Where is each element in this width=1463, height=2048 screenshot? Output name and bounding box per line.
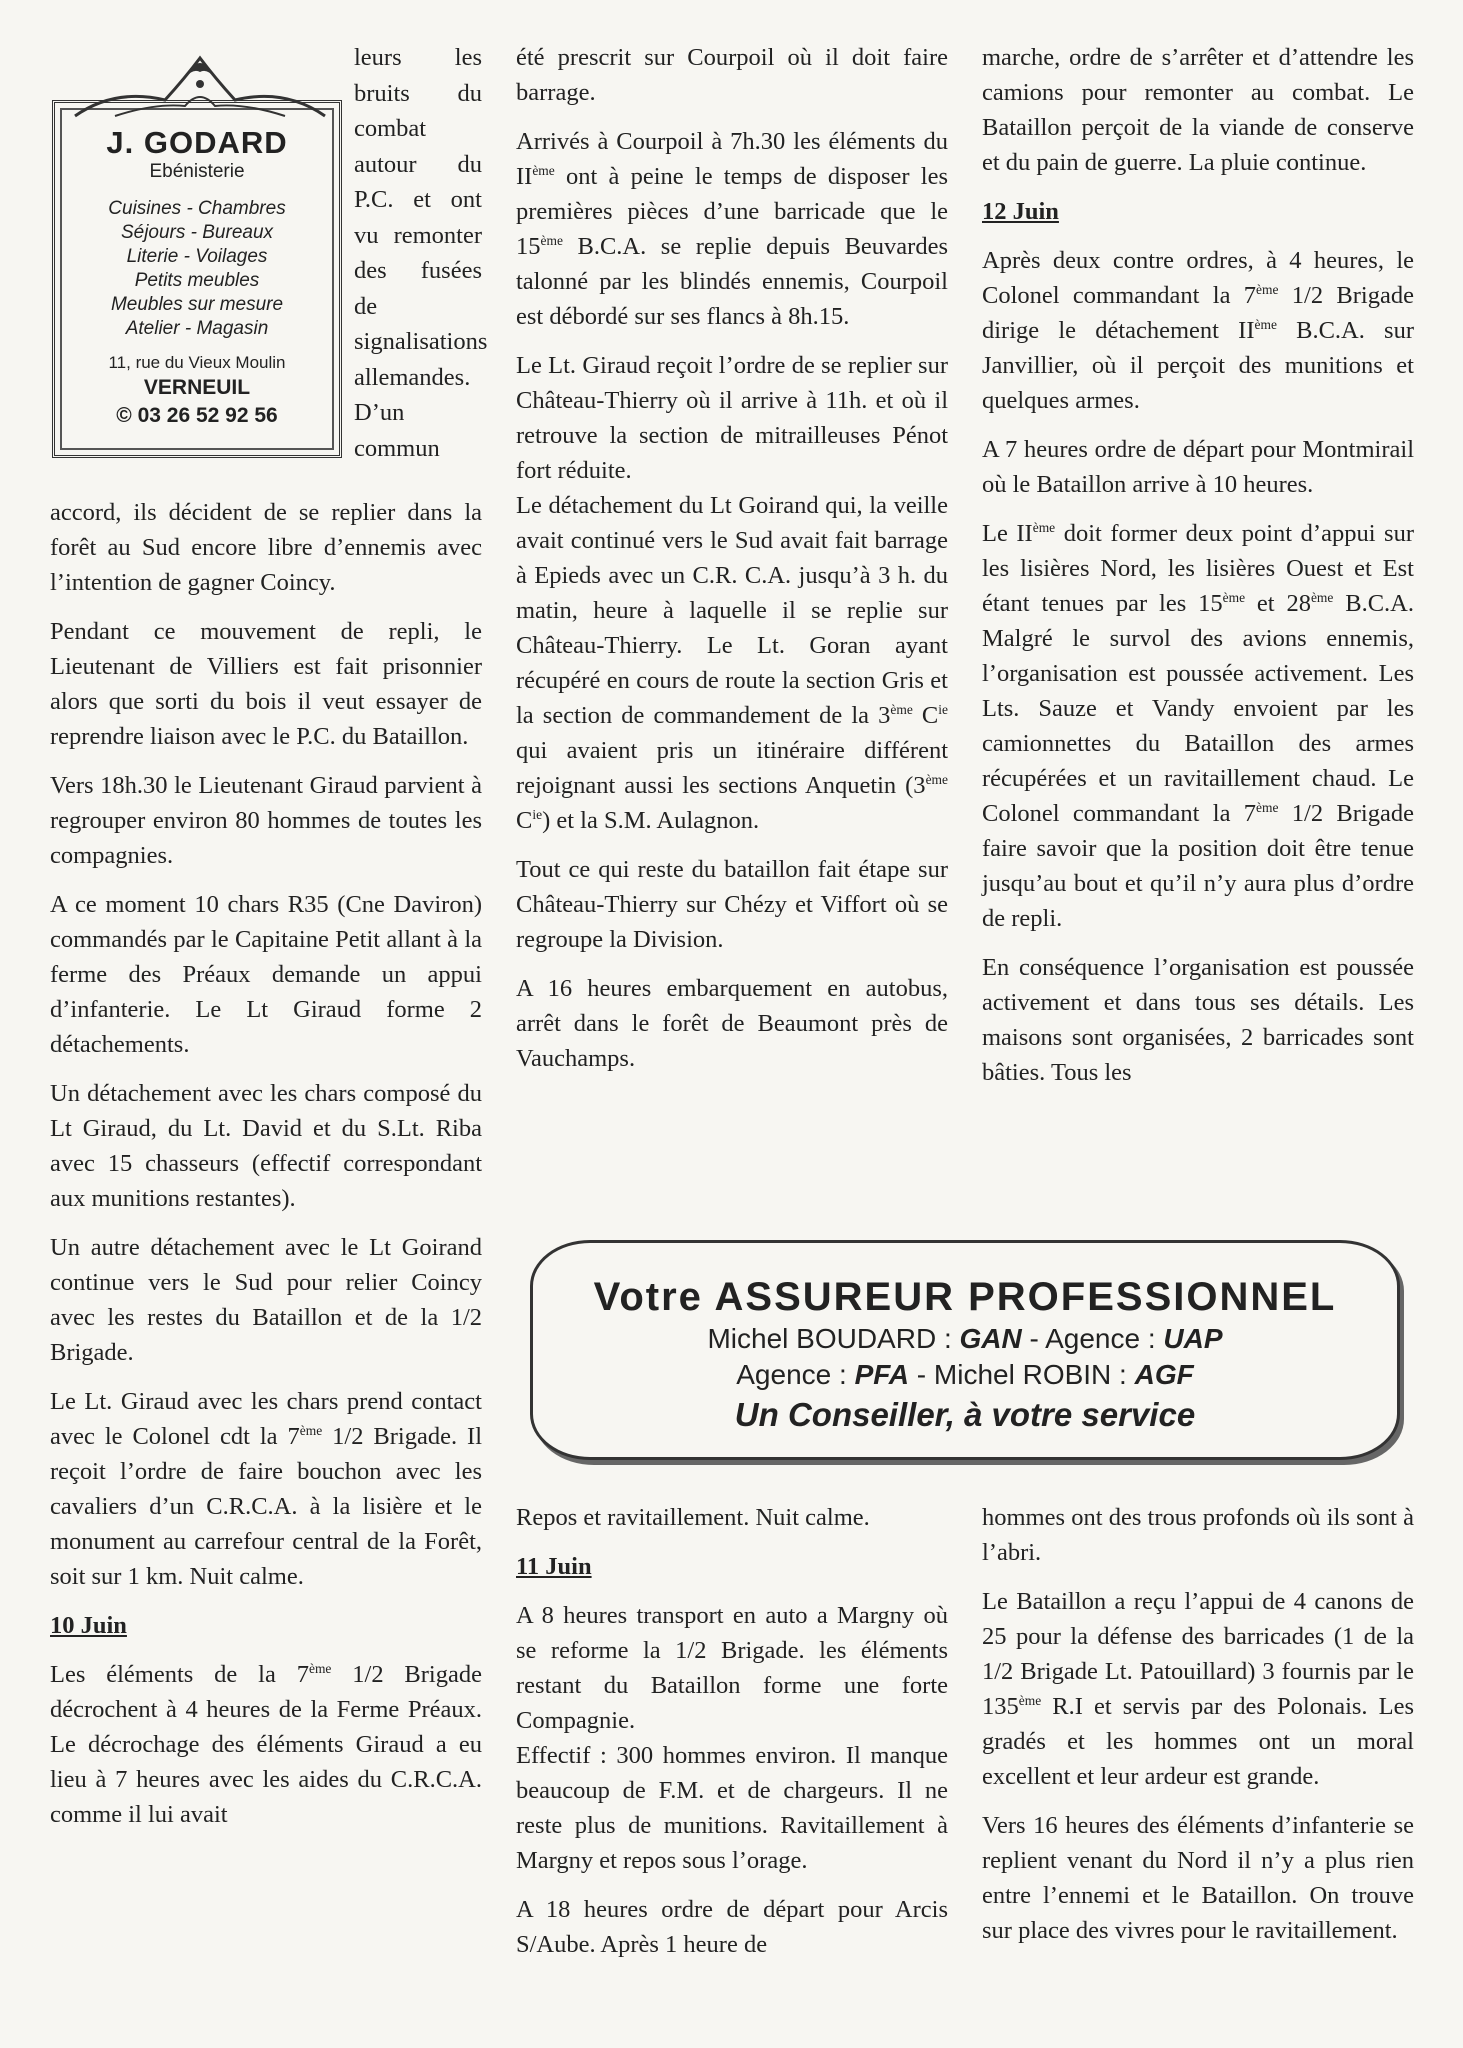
godard-name: J. GODARD: [106, 125, 288, 160]
column-2-upper: [516, 40, 948, 1090]
paragraph: accord, ils décident de se replier dans la forêt au Sud encore libre d’ennemis avec l’intention de gagner Coincy.: [50, 499, 482, 596]
godard-phone: © 03 26 52 92 56: [116, 404, 278, 427]
paragraph: A ce moment 10 chars R35 (Cne Daviron) commandés par le Capitaine Petit allant à la ferme des Préaux demande un appui d’infanterie. Le Lt Giraud forme 2 détachements.: [50, 891, 482, 1058]
paragraph: Arrivés à Courpoil à 7h.30 les éléments du IIème ont à peine le temps de disposer les premières pièces d’une barricade que le 15ème B.C.A. se replie depuis Beuvardes talonné par les blindés ennemis, Courpoil est débordé sur ses flancs à 8h.15.: [516, 128, 948, 330]
assureur-tagline: Un Conseiller, à votre service: [734, 1396, 1196, 1433]
paragraph: Pendant ce mouvement de repli, le Lieutenant de Villiers est fait prisonnier alors que sorti du bois il veut essayer de reprendre liaison avec le P.C. du Bataillon.: [50, 618, 482, 750]
service-item: Séjours - Bureaux: [120, 222, 274, 243]
godard-advertisement: [52, 100, 342, 458]
paragraph: été prescrit sur Courpoil où il doit faire barrage.: [516, 44, 948, 106]
paragraph-intro-top: leurs les bruits du combat autour du P.C. et ont vu remonter des fusées de signalisations allemandes. D’un commun: [354, 44, 488, 462]
service-item: Petits meubles: [134, 270, 260, 291]
service-item: Literie - Voilages: [126, 246, 268, 267]
assureur-line-1: Michel BOUDARD : GAN - Agence : UAP: [707, 1323, 1223, 1354]
column-3-upper: [982, 40, 1414, 1104]
service-item: Cuisines - Chambres: [108, 198, 286, 219]
paragraph: Le Bataillon a reçu l’appui de 4 canons de 25 pour la défense des barricades (1 de la 1/2 Brigade Lt. Patouillard) 3 fournis par le 135ème R.I et servis par des Polonais. Les gradés et les hommes ont un moral excellent et leur ardeur est grande.: [982, 1588, 1414, 1790]
assureur-advertisement: [530, 1240, 1400, 1460]
paragraph: Les éléments de la 7ème 1/2 Brigade décrochent à 4 heures de la Ferme Préaux. Le décrochage des éléments Giraud a eu lieu à 7 heures avec les aides du C.R.C.A. comme il lui avait: [50, 1660, 482, 1828]
paragraph: A 7 heures ordre de départ pour Montmirail où le Bataillon arrive à 10 heures.: [982, 436, 1414, 498]
column-2-lower: [516, 1500, 948, 1976]
godard-address: 11, rue du Vieux Moulin: [108, 353, 286, 372]
paragraph: Un autre détachement avec le Lt Goirand continue vers le Sud pour relier Coincy avec les restes du Bataillon et de la 1/2 Brigade.: [50, 1234, 482, 1366]
paragraph: Tout ce qui reste du bataillon fait étape sur Château-Thierry sur Chézy et Viffort où se regroupe la Division.: [516, 856, 948, 953]
assureur-title: Votre ASSUREUR PROFESSIONNEL: [593, 1275, 1337, 1319]
paragraph: Vers 18h.30 le Lieutenant Giraud parvient à regrouper environ 80 hommes de toutes les compagnies.: [50, 772, 482, 869]
column-1: [354, 40, 488, 466]
paragraph: Effectif : 300 hommes environ. Il manque beaucoup de F.M. et de chargeurs. Il ne reste plus de munitions. Ravitaillement à Margny et repos sous l’orage.: [516, 1742, 948, 1874]
paragraph: Le Lt. Giraud avec les chars prend contact avec le Colonel cdt la 7ème 1/2 Brigade. Il reçoit l’ordre de faire bouchon avec les cavaliers d’un C.R.C.A. à la lisière et le monument au carrefour central de la Forêt, soit sur 1 km. Nuit calme.: [50, 1388, 483, 1590]
service-item: Atelier - Magasin: [125, 318, 269, 339]
godard-services: [55, 197, 339, 341]
column-3-lower: [982, 1500, 1414, 1962]
paragraph: Repos et ravitaillement. Nuit calme.: [516, 1504, 870, 1531]
paragraph: Après deux contre ordres, à 4 heures, le Colonel commandant la 7ème 1/2 Brigade dirige le détachement IIème B.C.A. sur Janvillier, où il perçoit des munitions et quelques armes.: [982, 247, 1415, 414]
column-1-body: [50, 495, 482, 1846]
section-heading-11-juin: 11 Juin: [516, 1553, 592, 1580]
paragraph: A 8 heures transport en auto a Margny où se reforme la 1/2 Brigade. les éléments restant du Bataillon forme une forte Compagnie.: [516, 1602, 948, 1734]
paragraph: Le Lt. Giraud reçoit l’ordre de se replier sur Château-Thierry où il arrive à 11h. et où il retrouve la section de mitrailleuses Pénot fort réduite.: [516, 352, 948, 484]
paragraph: Vers 16 heures des éléments d’infanterie se replient venant du Nord il n’y a plus rien entre l’ennemi et le Bataillon. On trouve sur place des vivres pour le ravitaillement.: [982, 1812, 1414, 1944]
carved-ornament-icon: [55, 48, 345, 118]
paragraph: A 16 heures embarquement en autobus, arrêt dans le forêt de Beaumont près de Vauchamps.: [516, 975, 948, 1072]
paragraph: hommes ont des trous profonds où ils sont à l’abri.: [982, 1504, 1414, 1566]
paragraph: Le détachement du Lt Goirand qui, la veille avait continué vers le Sud avait fait barrage à Epieds avec un C.R. C.A. jusqu’à 3 h. du matin, heure à laquelle il se replie sur Château-Thierry. Le Lt. Goran ayant récupéré en cours de route la section Gris et la section de commandement de la 3ème $C^{ie}$ qui avaient pris un itinéraire différent rejoignant aussi les sections Anquetin (3ème $C^{ie}$) et la S.M. Aulagnon.: [516, 492, 948, 834]
paragraph: Le IIème doit former deux point d’appui sur les lisières Nord, les lisières Ouest et Est étant tenues par les 15ème et 28ème B.C.A. Malgré le survol des avions ennemis, l’organisation est poussée activement. Les Lts. Sauze et Vandy envoient par les camionnettes du Bataillon des armes récupérées et un ravitaillement chaud. Le Colonel commandant la 7ème 1/2 Brigade faire savoir que la position doit être tenue jusqu’au bout et qu’il n’y aura plus d’ordre de repli.: [982, 519, 1414, 932]
godard-subtitle: Ebénisterie: [149, 161, 245, 182]
godard-town: VERNEUIL: [143, 376, 251, 399]
paragraph: Un détachement avec les chars composé du Lt Giraud, du Lt. David et du S.Lt. Riba avec 15 chasseurs (effectif correspondant aux munitions restantes).: [50, 1080, 482, 1212]
paragraph: En conséquence l’organisation est poussée activement et dans tous ses détails. Les maisons sont organisées, 2 barricades sont bâties. Tous les: [982, 954, 1414, 1086]
paragraph: marche, ordre de s’arrêter et d’attendre les camions pour remonter au combat. Le Bataillon perçoit de la viande de conserve et du pain de guerre. La pluie continue.: [982, 44, 1414, 176]
assureur-line-2: Agence : PFA - Michel ROBIN : AGF: [736, 1359, 1194, 1390]
service-item: Meubles sur mesure: [110, 294, 284, 315]
paragraph: A 18 heures ordre de départ pour Arcis S/Aube. Après 1 heure de: [516, 1896, 948, 1958]
section-heading-10-juin: 10 Juin: [50, 1612, 127, 1639]
section-heading-12-juin: 12 Juin: [982, 198, 1059, 225]
